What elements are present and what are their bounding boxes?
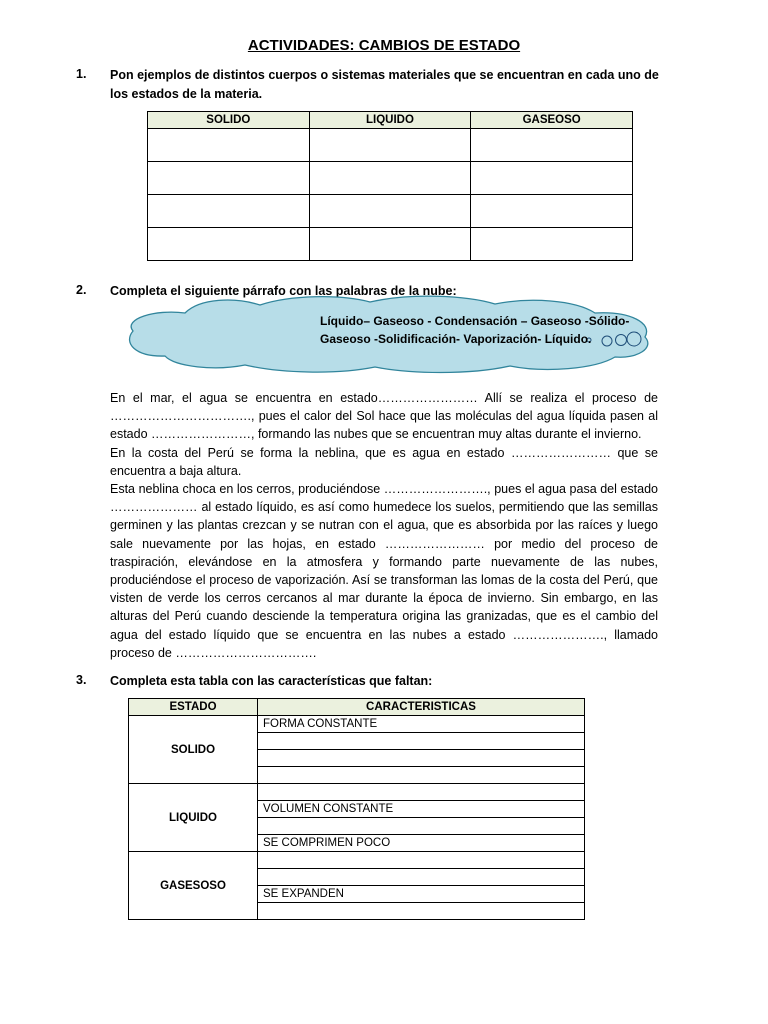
table-row [129, 716, 585, 733]
header-estado: ESTADO [129, 699, 258, 716]
characteristic-cell[interactable] [258, 733, 585, 750]
fill-in-paragraph [110, 389, 658, 662]
paragraph-1: En el mar, el agua se encuentra en estado…………………… Allí se realiza el proceso de ……………………………., pues el calor del Sol hace que las moléculas del agua líquida pasen al estado ……………………, formando las nubes que se encuentran muy altas durante el invierno. [110, 391, 658, 442]
characteristics-table [128, 698, 585, 920]
header-caracteristicas: CARACTERISTICAS [258, 699, 585, 716]
characteristic-cell[interactable]: FORMA CONSTANTE [258, 716, 585, 733]
page-title: ACTIVIDADES: CAMBIOS DE ESTADO [247, 37, 521, 54]
state-cell-solido: SOLIDO [129, 716, 258, 784]
blank-cell[interactable] [471, 129, 633, 162]
blank-cell[interactable] [471, 228, 633, 261]
state-cell-liquido: LIQUIDO [129, 784, 258, 852]
table-row [148, 228, 633, 261]
blank-cell[interactable] [309, 162, 471, 195]
state-cell-gasesoso: GASESOSO [129, 852, 258, 920]
table-row [148, 129, 633, 162]
characteristic-cell[interactable] [258, 767, 585, 784]
characteristic-cell[interactable] [258, 750, 585, 767]
table-row [148, 195, 633, 228]
question-1-number: 1. [76, 67, 87, 81]
characteristic-cell[interactable]: SE COMPRIMEN POCO [258, 835, 585, 852]
question-3-text: Completa esta tabla con las características que faltan: [110, 674, 433, 688]
question-2-number: 2. [76, 283, 87, 297]
characteristic-cell[interactable] [258, 903, 585, 920]
cloud-words-line-1: Líquido– Gaseoso - Condensación – Gaseoso -Sólido- [320, 314, 630, 328]
blank-cell[interactable] [148, 228, 310, 261]
blank-cell[interactable] [148, 162, 310, 195]
characteristic-cell[interactable] [258, 869, 585, 886]
characteristic-cell[interactable] [258, 784, 585, 801]
paragraph-2: En la costa del Perú se forma la neblina, que es agua en estado …………………… que se encuentra a baja altura. [110, 445, 658, 478]
header-liquido: LIQUIDO [309, 112, 471, 129]
blank-cell[interactable] [148, 195, 310, 228]
question-1-text: Pon ejemplos de distintos cuerpos o sistemas materiales que se encuentran en cada uno de los estados de la materia. [110, 68, 659, 101]
characteristic-cell[interactable]: SE EXPANDEN [258, 886, 585, 903]
cloud-words-line-2: Gaseoso -Solidificación- Vaporización- Líquido. [320, 332, 592, 346]
blank-cell[interactable] [309, 228, 471, 261]
question-2-text: Completa el siguiente párrafo con las palabras de la nube: [110, 284, 457, 298]
header-gaseoso: GASEOSO [471, 112, 633, 129]
characteristic-cell[interactable]: VOLUMEN CONSTANTE [258, 801, 585, 818]
states-examples-table [147, 111, 633, 261]
table-row [148, 162, 633, 195]
question-3-number: 3. [76, 673, 87, 687]
characteristic-cell[interactable] [258, 818, 585, 835]
blank-cell[interactable] [309, 195, 471, 228]
table-row [129, 852, 585, 869]
blank-cell[interactable] [471, 162, 633, 195]
blank-cell[interactable] [309, 129, 471, 162]
paragraph-3: Esta neblina choca en los cerros, produciéndose ……………………., pues el agua pasa del estado ………………… al estado líquido, es así como humedece los suelos, permitiendo que las semillas germinen y las plantas crezcan y se nutran con el agua, que es absorbida por las raíces y luego sale nuevamente por las hojas, en estado …………………… por medio del proceso de traspiración, elevándose en la atmosfera y formando parte nuevamente de las nubes, produciéndose el proceso de vaporización. Así se transforman las lomas de la costa del Perú, que visten de verde los cerros cercanos al mar durante la época de invierno. Sin embargo, en las alturas del Perú cuando desciende la temperatura origina las granizadas, que es el cambio del agua del estado líquido que se encuentra en las nubes a estado …………………., llamado proceso de ……………………………. [110, 482, 658, 660]
blank-cell[interactable] [148, 129, 310, 162]
characteristic-cell[interactable] [258, 852, 585, 869]
header-solido: SOLIDO [148, 112, 310, 129]
blank-cell[interactable] [471, 195, 633, 228]
cloud-words [320, 312, 640, 348]
table-row [129, 784, 585, 801]
